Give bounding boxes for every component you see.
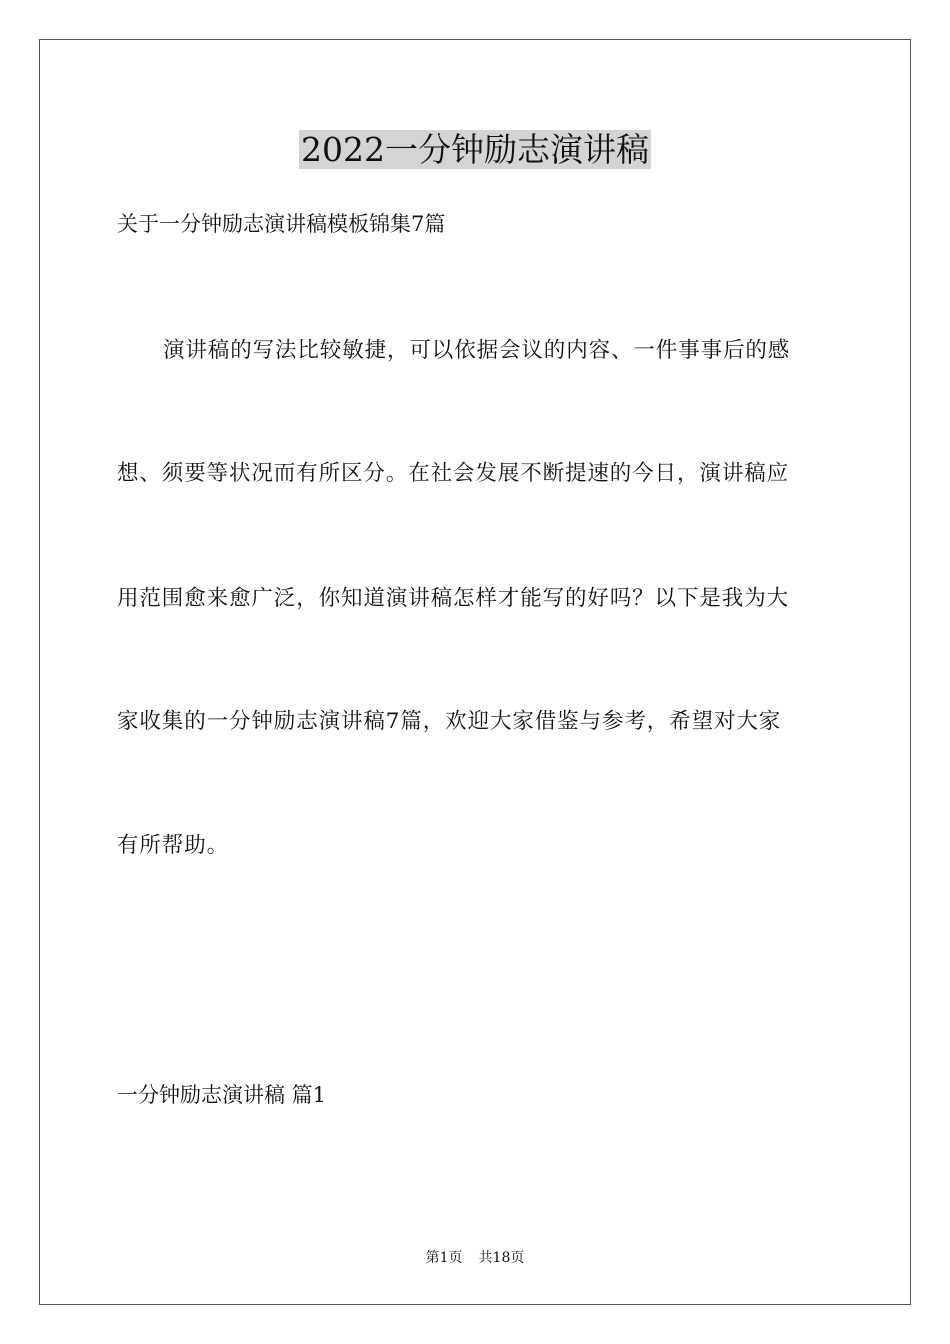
page-total: 共18页: [478, 1250, 525, 1266]
intro-paragraph-line: 家收集的一分钟励志演讲稿7篇，欢迎大家借鉴与参考，希望对大家: [117, 709, 782, 734]
document-title-text: 2022一分钟励志演讲稿: [301, 130, 649, 169]
intro-paragraph-line: 有所帮助。: [117, 833, 230, 858]
intro-paragraph-line: 演讲稿的写法比较敏捷，可以依据会议的内容、一件事事后的感: [163, 338, 791, 363]
intro-paragraph-line: 用范围愈来愈广泛，你知道演讲稿怎样才能写的好吗？以下是我为大: [117, 586, 790, 611]
page-footer: [0, 1248, 950, 1268]
page-number: 第1页: [425, 1250, 463, 1266]
document-title: [0, 128, 950, 172]
document-subtitle: 关于一分钟励志演讲稿模板锦集7篇: [117, 212, 446, 236]
intro-paragraph-line: 想、须要等状况而有所区分。在社会发展不断提速的今日，演讲稿应: [117, 461, 790, 486]
section-heading: 一分钟励志演讲稿 篇1: [117, 1083, 327, 1107]
